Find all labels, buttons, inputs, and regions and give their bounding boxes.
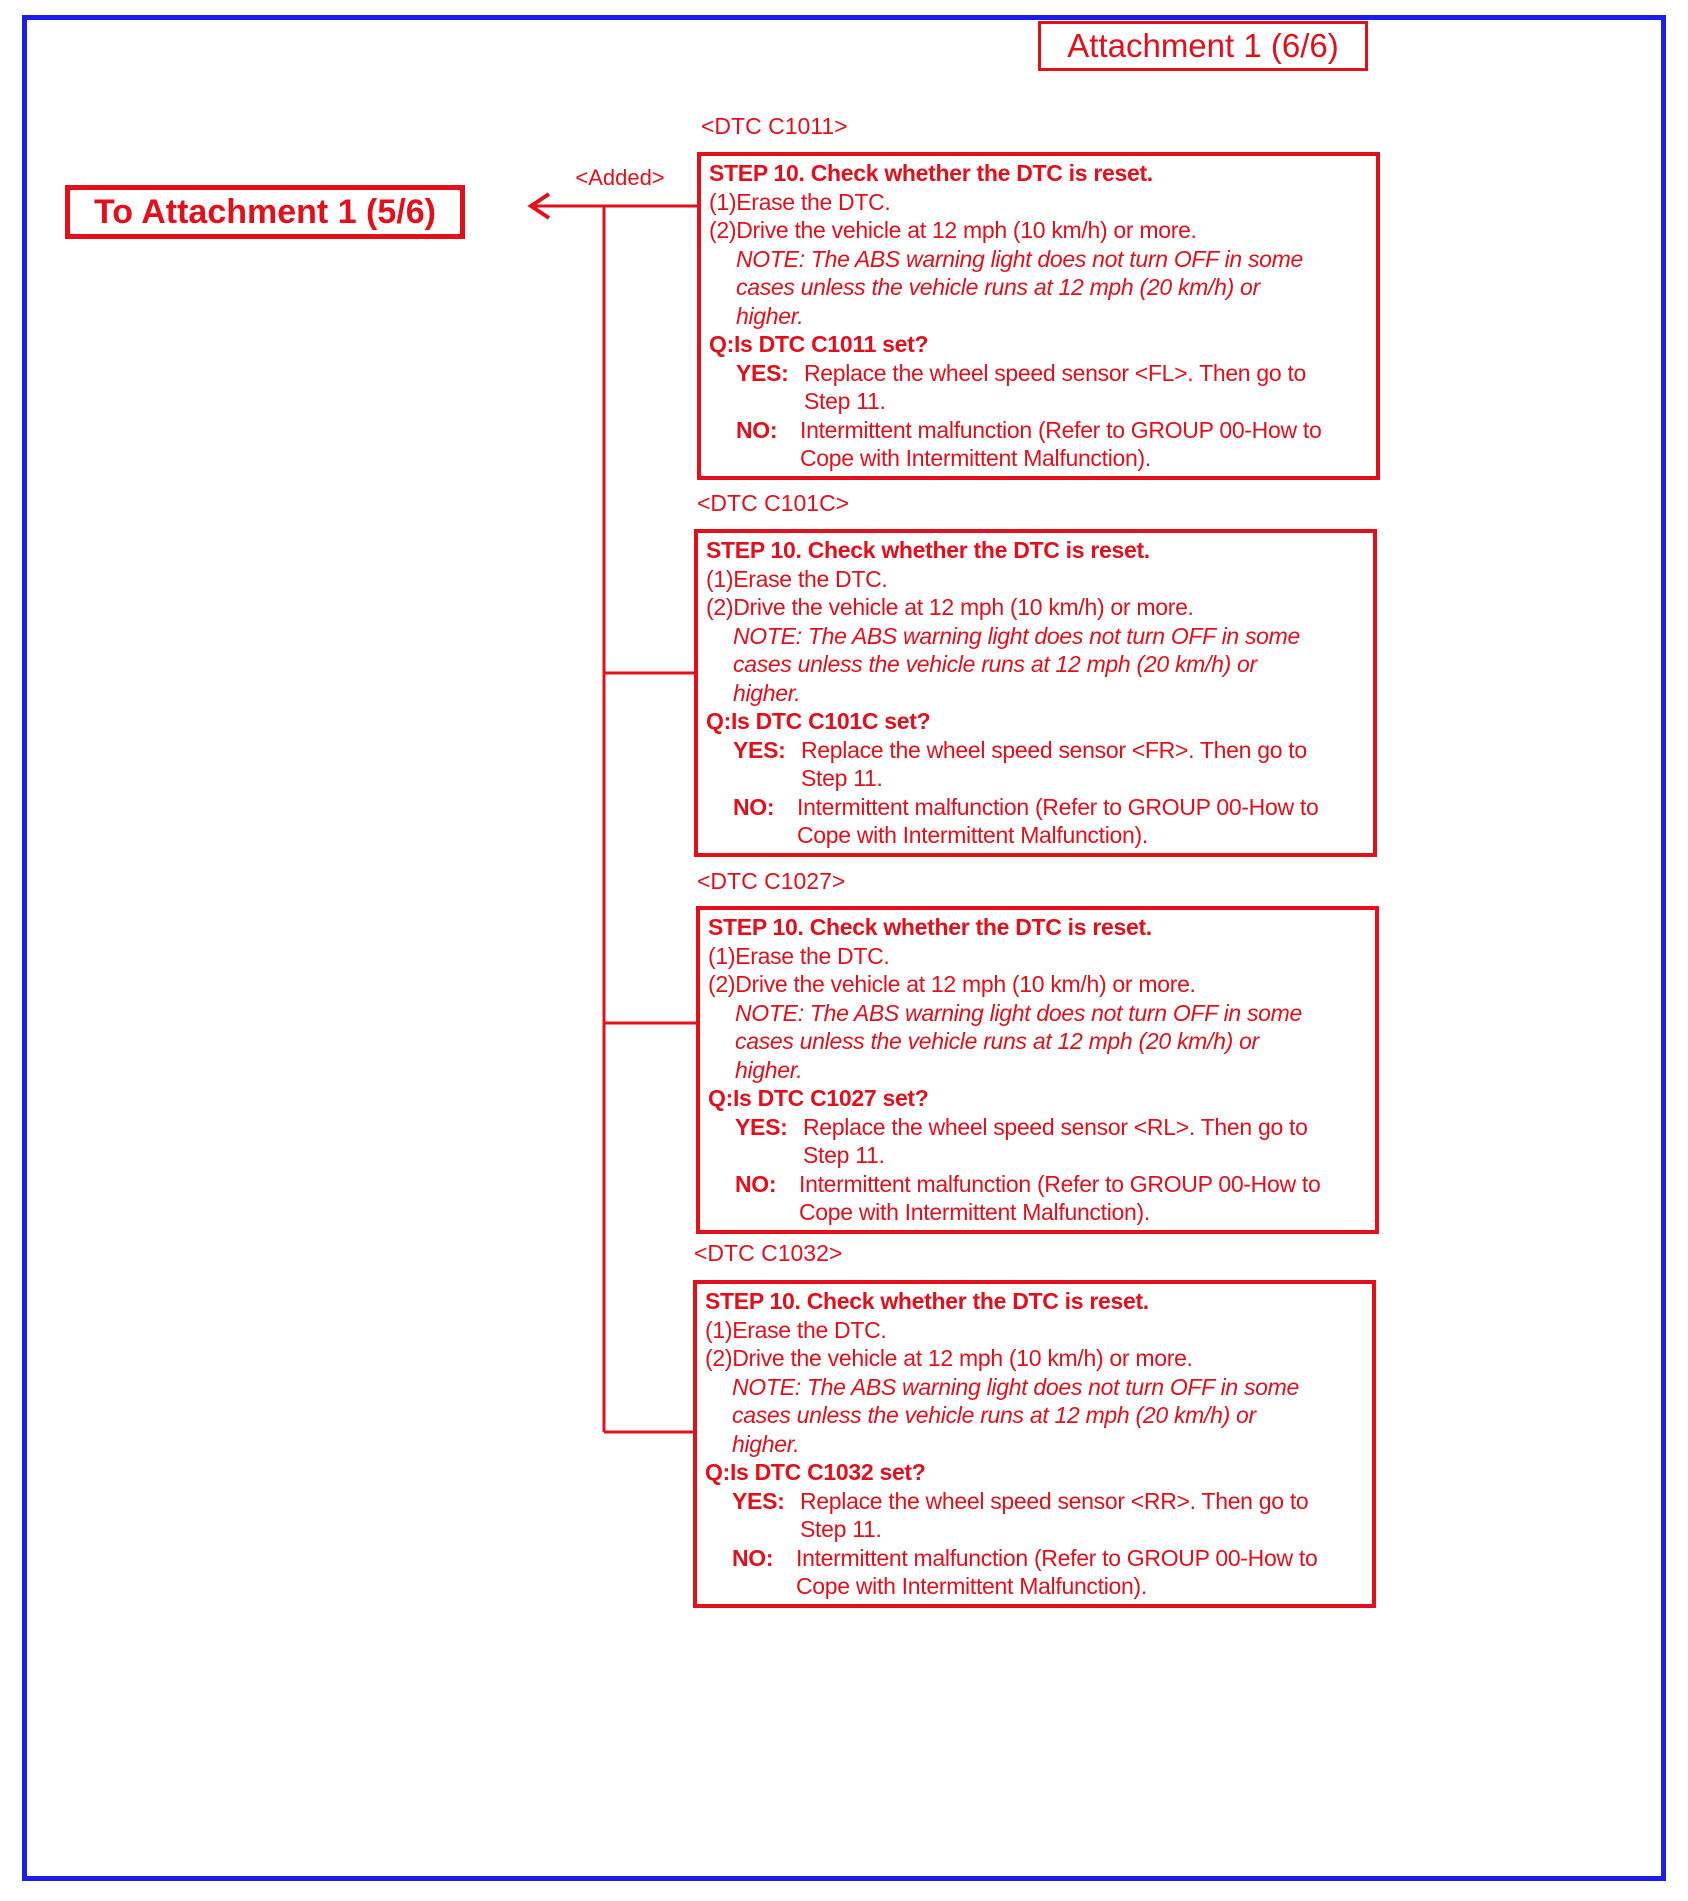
- no-answer-cont: [709, 444, 1366, 473]
- no-answer-cont: [708, 1198, 1365, 1227]
- note-text: cases unless the vehicle runs at 12 mph (20 km/h) or: [736, 274, 1260, 300]
- added-label: <Added>: [575, 165, 665, 190]
- note-text: cases unless the vehicle runs at 12 mph (20 km/h) or: [733, 651, 1257, 677]
- no-answer-cont: [706, 821, 1363, 850]
- yes-text: Replace the wheel speed sensor <FL>. Then go to: [804, 359, 1307, 386]
- no-text-cont: Cope with Intermittent Malfunction).: [797, 822, 1148, 848]
- yes-text: Replace the wheel speed sensor <RR>. Then go to: [800, 1487, 1309, 1514]
- step-instruction: (2)Drive the vehicle at 12 mph (10 km/h) or more.: [708, 971, 1196, 997]
- no-text: Intermittent malfunction (Refer to GROUP 00-How to: [796, 1544, 1318, 1571]
- question-text: Q:Is DTC C101C set?: [706, 708, 931, 734]
- step-instruction: (1)Erase the DTC.: [709, 188, 891, 215]
- page-title: Attachment 1 (6/6): [1038, 21, 1368, 71]
- note-text: NOTE: The ABS warning light does not turn OFF in some: [733, 622, 1301, 649]
- yes-label: YES:: [736, 359, 789, 386]
- step-box: [693, 1280, 1376, 1608]
- note-text: NOTE: The ABS warning light does not turn OFF in some: [736, 245, 1304, 272]
- no-text: Intermittent malfunction (Refer to GROUP 00-How to: [800, 416, 1322, 443]
- step-title: STEP 10. Check whether the DTC is reset.: [706, 537, 1150, 563]
- yes-answer-cont: [706, 764, 1363, 793]
- question-text: Q:Is DTC C1032 set?: [705, 1459, 926, 1485]
- no-answer: [705, 1544, 1362, 1573]
- yes-answer-cont: [705, 1515, 1362, 1544]
- step-box: [697, 152, 1380, 480]
- yes-answer-cont: [708, 1141, 1365, 1170]
- yes-answer: [706, 736, 1363, 765]
- step-instruction: (1)Erase the DTC.: [708, 942, 890, 969]
- yes-text-cont: Step 11.: [803, 1142, 885, 1168]
- no-text-cont: Cope with Intermittent Malfunction).: [796, 1573, 1147, 1599]
- note-text: NOTE: The ABS warning light does not turn OFF in some: [732, 1373, 1300, 1400]
- no-answer: [706, 793, 1363, 822]
- no-answer: [708, 1170, 1365, 1199]
- step-title: STEP 10. Check whether the DTC is reset.: [705, 1288, 1149, 1314]
- dtc-label: <DTC C1011>: [701, 113, 848, 139]
- step-title: STEP 10. Check whether the DTC is reset.: [709, 160, 1153, 186]
- no-label: NO:: [735, 1170, 777, 1197]
- no-label: NO:: [733, 793, 775, 820]
- yes-label: YES:: [733, 736, 786, 763]
- no-answer-cont: [705, 1572, 1362, 1601]
- yes-answer: [708, 1113, 1365, 1142]
- yes-text: Replace the wheel speed sensor <FR>. Then go to: [801, 736, 1307, 763]
- step-title: STEP 10. Check whether the DTC is reset.: [708, 914, 1152, 940]
- question-text: Q:Is DTC C1027 set?: [708, 1085, 929, 1111]
- no-label: NO:: [736, 416, 778, 443]
- yes-answer: [705, 1487, 1362, 1516]
- yes-answer: [709, 359, 1366, 388]
- to-attachment-link[interactable]: To Attachment 1 (5/6): [65, 185, 465, 239]
- step-instruction: (1)Erase the DTC.: [705, 1316, 887, 1343]
- yes-text-cont: Step 11.: [800, 1516, 882, 1542]
- no-text-cont: Cope with Intermittent Malfunction).: [799, 1199, 1150, 1225]
- dtc-label: <DTC C1032>: [694, 1240, 843, 1266]
- yes-label: YES:: [732, 1487, 785, 1514]
- step-instruction: (2)Drive the vehicle at 12 mph (10 km/h) or more.: [709, 217, 1197, 243]
- step-instruction: (1)Erase the DTC.: [706, 565, 888, 592]
- note-text: higher.: [736, 302, 804, 329]
- step-box: [694, 529, 1377, 857]
- yes-text-cont: Step 11.: [801, 765, 883, 791]
- question-text: Q:Is DTC C1011 set?: [709, 331, 929, 357]
- dtc-label: <DTC C1027>: [697, 868, 846, 894]
- no-text-cont: Cope with Intermittent Malfunction).: [800, 445, 1151, 471]
- note-text: NOTE: The ABS warning light does not turn OFF in some: [735, 999, 1303, 1026]
- no-answer: [709, 416, 1366, 445]
- yes-text: Replace the wheel speed sensor <RL>. Then go to: [803, 1113, 1308, 1140]
- step-instruction: (2)Drive the vehicle at 12 mph (10 km/h) or more.: [706, 594, 1194, 620]
- step-instruction: (2)Drive the vehicle at 12 mph (10 km/h) or more.: [705, 1345, 1193, 1371]
- note-text: cases unless the vehicle runs at 12 mph (20 km/h) or: [732, 1402, 1256, 1428]
- no-text: Intermittent malfunction (Refer to GROUP 00-How to: [799, 1170, 1321, 1197]
- yes-answer-cont: [709, 387, 1366, 416]
- note-text: cases unless the vehicle runs at 12 mph (20 km/h) or: [735, 1028, 1259, 1054]
- yes-text-cont: Step 11.: [804, 388, 886, 414]
- note-text: higher.: [733, 679, 801, 706]
- yes-label: YES:: [735, 1113, 788, 1140]
- step-box: [696, 906, 1379, 1234]
- note-text: higher.: [732, 1430, 800, 1457]
- no-label: NO:: [732, 1544, 774, 1571]
- note-text: higher.: [735, 1056, 803, 1083]
- dtc-label: <DTC C101C>: [697, 490, 850, 516]
- no-text: Intermittent malfunction (Refer to GROUP 00-How to: [797, 793, 1319, 820]
